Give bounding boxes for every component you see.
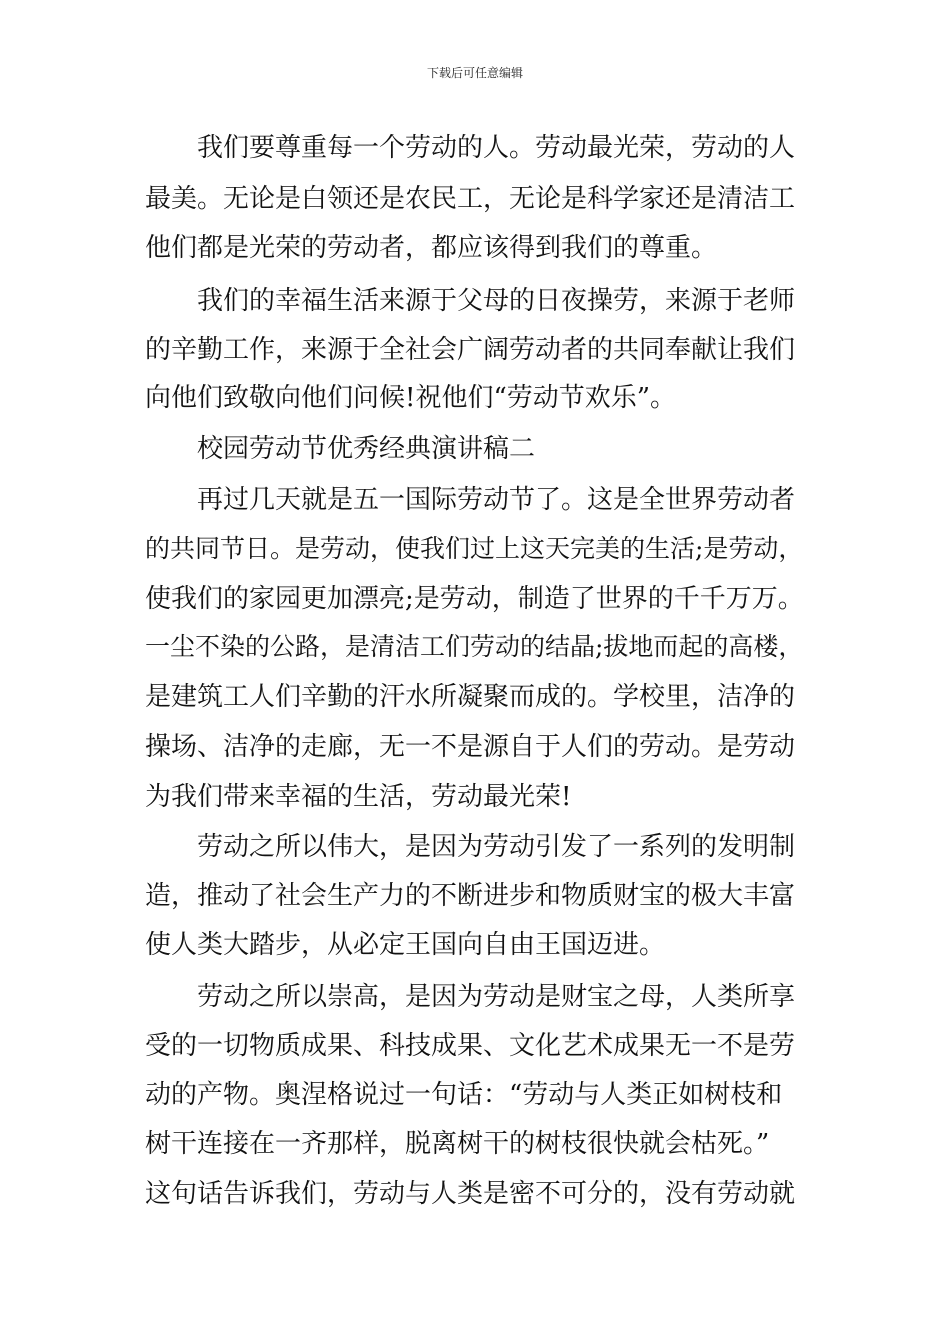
text-line: 一尘不染的公路，是清洁工们劳动的结晶;拔地而起的高楼，	[145, 632, 804, 661]
text-line: 我们要尊重每一个劳动的人。劳动最光荣，劳动的人	[197, 133, 796, 163]
text-line: 是建筑工人们辛勤的汗水所凝聚而成的。学校里，洁净的	[145, 682, 796, 712]
section-heading: 校园劳动节优秀经典演讲稿二	[197, 434, 536, 464]
text-line: 操场、洁净的走廊，无一不是源自于人们的劳动。是劳动	[145, 732, 796, 762]
text-line: 造，推动了社会生产力的不断进步和物质财宝的极大丰富	[145, 881, 796, 911]
text-line: 使人类大踏步，从必定王国向自由王国迈进。	[145, 930, 666, 960]
text-line: 这句话告诉我们，劳动与人类是密不可分的，没有劳动就	[145, 1179, 796, 1209]
text-line: 的共同节日。是劳动，使我们过上这天完美的生活;是劳动，	[145, 534, 804, 563]
text-line: 向他们致敬向他们问候!祝他们“劳动节欢乐”。	[145, 383, 677, 413]
text-line: 劳动之所以崇高，是因为劳动是财宝之母，人类所享	[197, 982, 796, 1012]
text-line: 为我们带来幸福的生活，劳动最光荣!	[145, 782, 572, 812]
text-line: 最美。无论是白领还是农民工，无论是科学家还是清洁工	[145, 184, 796, 214]
text-line: 再过几天就是五一国际劳动节了。这是全世界劳动者	[197, 485, 796, 515]
text-line: 劳动之所以伟大，是因为劳动引发了一系列的发明制	[197, 832, 796, 862]
text-line: 动的产物。奥涅格说过一句话：“劳动与人类正如树枝和	[145, 1080, 783, 1110]
text-line: 我们的幸福生活来源于父母的日夜操劳，来源于老师	[197, 286, 796, 316]
text-line: 他们都是光荣的劳动者，都应该得到我们的尊重。	[145, 233, 718, 263]
text-line: 树干连接在一齐那样，脱离树干的树枝很快就会枯死。”	[145, 1129, 770, 1159]
text-line: 受的一切物质成果、科技成果、文化艺术成果无一不是劳	[145, 1031, 796, 1061]
page-header: 下载后可任意编辑	[426, 66, 523, 80]
text-line: 的辛勤工作，来源于全社会广阔劳动者的共同奉献让我们	[145, 335, 796, 365]
text-line: 使我们的家园更加漂亮;是劳动，制造了世界的千千万万。	[145, 584, 804, 614]
